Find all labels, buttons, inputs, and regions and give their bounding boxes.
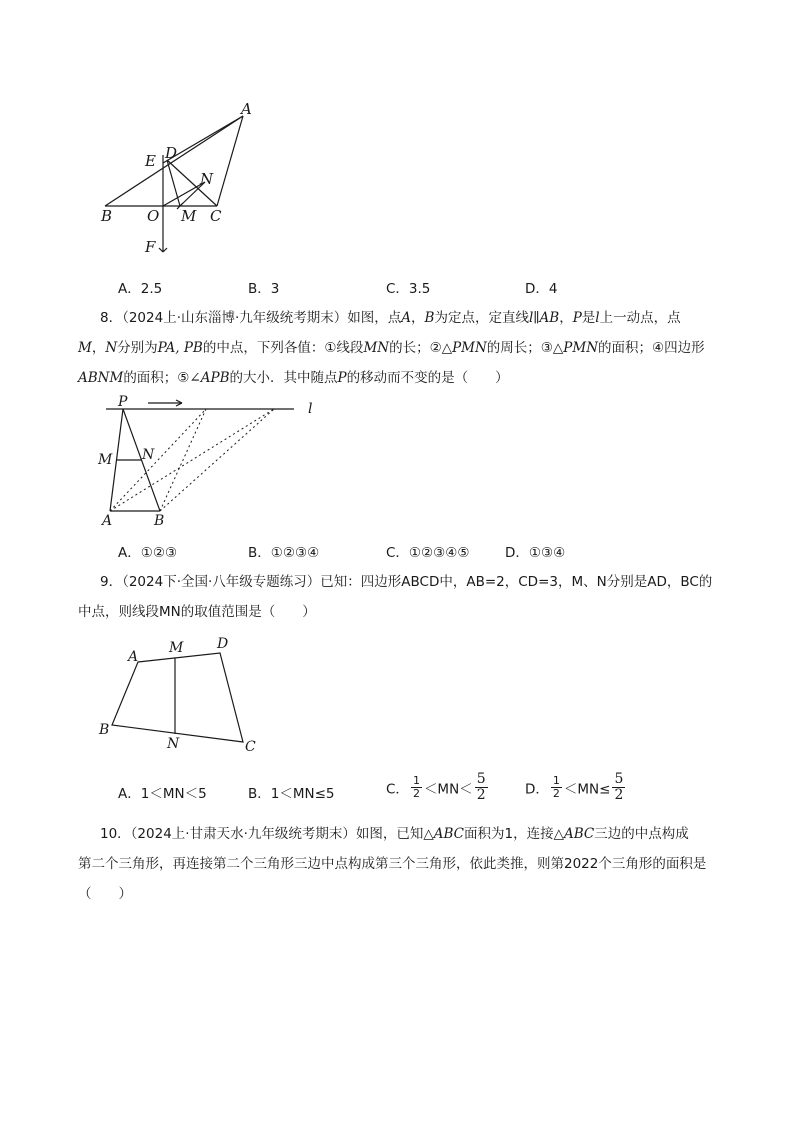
q8-option-d: D．①③④ [505,545,566,561]
label-m: M [169,640,184,656]
q9-line-1: 9．（2024下·全国·八年级专题练习）已知：四边形ABCD中，AB=2，CD=3，M、N分别是AD，BC的 [100,574,713,590]
label-d: D [217,636,229,652]
q7-option-b: B．3 [248,281,280,297]
label-e: E [145,152,156,170]
figure-q8 [96,395,326,535]
label-m: M [181,207,197,225]
figure-q7 [95,100,265,260]
q7-option-c: C．3.5 [386,281,431,297]
label-d: D [165,144,178,162]
q7-option-a: A．2.5 [118,281,163,297]
q8-option-b: B．①②③④ [248,545,320,561]
label-a: A [128,649,139,665]
q8-line-2: M，N分别为PA, PB的中点，下列各值：①线段MN的长；②△PMN的周长；③△PMN的面积；④四边形 [78,340,705,356]
label-a: A [241,100,252,118]
label-c: C [245,739,256,755]
arrow-f [159,248,163,252]
segment-dm [167,160,180,206]
q10-line-2: 第二个三角形，再连接第二个三角形三边中点构成第三个三角形，依此类推，则第2022个三角形的面积是 [78,856,707,872]
fraction-five-halves: $\frac{5}{2}$ [476,771,486,803]
label-a: A [102,513,113,529]
q9-line-2: 中点，则线段MN的取值范围是（ ） [78,604,316,620]
label-n: N [167,736,180,752]
quadrilateral-abcd [112,653,243,742]
fraction-five-halves: $\frac{5}{2}$ [614,771,624,803]
q8-option-c: C．①②③④⑤ [386,545,470,561]
figure-q9 [95,630,275,755]
dotted-b-p3 [160,409,274,511]
q8-line-3: ABNM的面积；⑤∠APB的大小．其中随点P的移动而不变的是（ ） [78,370,509,386]
q9-option-a: A．1＜MN＜5 [118,786,207,802]
label-b: B [101,207,113,225]
label-p: P [118,395,128,410]
label-o: O [147,207,160,225]
arrow-f2 [163,248,167,252]
label-b: B [154,513,165,529]
dotted-b-p2 [160,409,206,511]
label-m: M [98,452,113,468]
label-n: N [142,447,155,463]
q9-option-c: C． $\frac{1}{2}$ ＜MN＜ $\frac{5}{2}$ [386,771,486,803]
q8-option-a: A．①②③ [118,545,178,561]
label-f: F [145,238,156,256]
label-n: N [200,170,214,188]
q7-option-d: D．4 [525,281,558,297]
label-c: C [210,207,222,225]
fraction-half: $\frac{1}{2}$ [412,774,420,800]
q9-option-d: D． $\frac{1}{2}$ ＜MN≤ $\frac{5}{2}$ [525,771,624,803]
q10-line-3: （ ） [78,886,132,902]
q9-option-b: B．1＜MN≤5 [248,786,335,802]
q10-line-1: 10．（2024上·甘肃天水·九年级统考期末）如图，已知△ABC面积为1，连接△ABC三边的中点构成 [100,826,689,842]
label-b: B [99,722,110,738]
fraction-half: $\frac{1}{2}$ [552,774,560,800]
q8-line-1: 8．（2024上·山东淄博·九年级统考期末）如图，点A，B为定点，定直线l∥AB，P是l上一动点，点 [100,310,681,326]
label-l: l [308,401,313,417]
